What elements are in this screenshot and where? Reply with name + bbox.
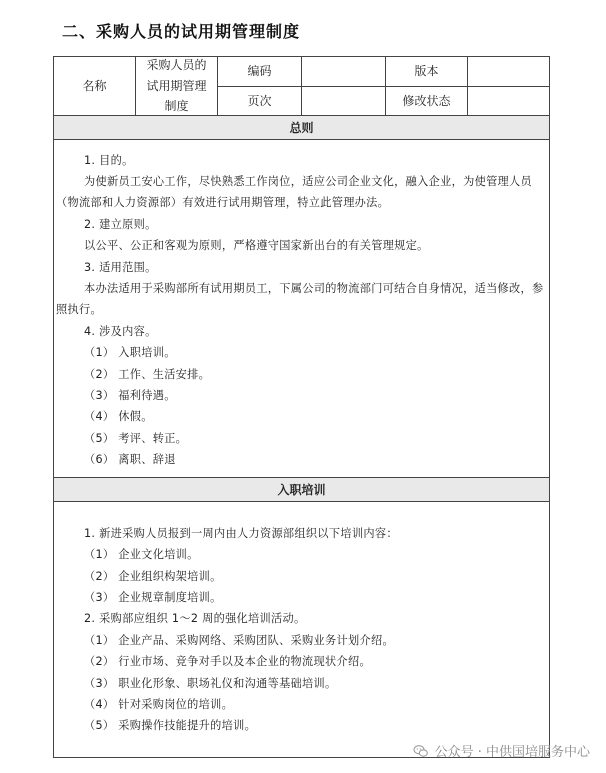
section-general-body [54, 140, 549, 478]
code-value [302, 57, 386, 87]
training-line: （5） 采购操作技能提升的培训。 [84, 719, 257, 732]
general-line: 3. 适用范围。 [84, 261, 157, 274]
general-line: （2） 工作、生活安排。 [84, 368, 211, 381]
general-line: （3） 福利待遇。 [84, 389, 176, 402]
general-line: 本办法适用于采购部所有试用期员工，下属公司的物流部门可结合自身情况，适当修改，参 [84, 282, 544, 295]
training-line: （4） 针对采购岗位的培训。 [84, 698, 234, 711]
policy-form [53, 56, 550, 758]
revision-value [468, 87, 549, 116]
general-line: （1） 入职培训。 [84, 346, 176, 359]
training-line: （3） 企业规章制度培训。 [84, 591, 222, 604]
watermark [413, 741, 590, 760]
general-line: （5） 考评、转正。 [84, 432, 188, 445]
pages-value [302, 87, 386, 116]
general-line: 以公平、公正和客观为原则，严格遵守国家新出台的有关管理规定。 [84, 239, 429, 252]
code-label: 编码 [218, 57, 302, 87]
header-grid [54, 57, 549, 116]
section-training-header: 入职培训 [54, 478, 549, 502]
revision-label: 修改状态 [386, 87, 468, 116]
general-line: （6） 离职、辞退 [84, 453, 176, 466]
page-title: 二、采购人员的试用期管理制度 [62, 22, 301, 41]
general-line: 4. 涉及内容。 [84, 325, 157, 338]
training-line: 2. 采购部应组织 1～2 周的强化培训活动。 [84, 612, 306, 625]
general-line: （4） 休假。 [84, 410, 153, 423]
general-line: 为使新员工安心工作，尽快熟悉工作岗位，适应公司企业文化，融入企业，为使管理人员 [84, 175, 533, 188]
section-general-header: 总则 [54, 116, 549, 140]
training-line: 1. 新进采购人员报到一周内由人力资源部组织以下培训内容： [84, 527, 398, 540]
watermark-text: 公众号 · 中供国培服务中心 [434, 745, 590, 760]
general-line: 照执行。 [56, 303, 102, 316]
training-line: （2） 企业组织构架培训。 [84, 570, 222, 583]
general-line: 2. 建立原则。 [84, 218, 157, 231]
general-line: 1. 目的。 [84, 154, 134, 167]
name-label: 名称 [54, 57, 136, 116]
general-line: （物流部和人力资源部）有效进行试用期管理，特立此管理办法。 [56, 196, 390, 209]
section-training-body [54, 502, 549, 757]
version-label: 版本 [386, 57, 468, 87]
training-line: （1） 企业文化培训。 [84, 548, 199, 561]
version-value [468, 57, 549, 87]
name-value: 采购人员的试用期管理制度 [136, 57, 218, 116]
wechat-icon [413, 743, 429, 759]
pages-label: 页次 [218, 87, 302, 116]
training-line: （2） 行业市场、竞争对手以及本企业的物流现状介绍。 [84, 655, 371, 668]
training-line: （1） 企业产品、采购网络、采购团队、采购业务计划介绍。 [84, 634, 394, 647]
training-line: （3） 职业化形象、职场礼仪和沟通等基础培训。 [84, 677, 337, 690]
